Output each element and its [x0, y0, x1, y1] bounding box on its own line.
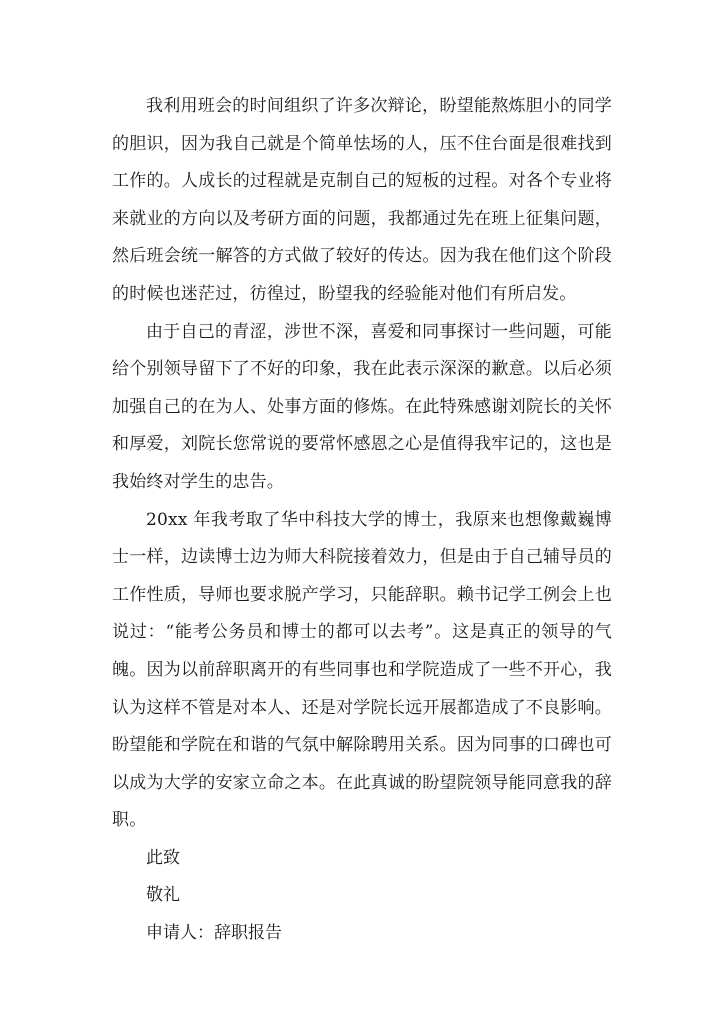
- paragraph-1: 我利用班会的时间组织了许多次辩论，盼望能熬炼胆小的同学的胆识，因为我自己就是个简单怯场的人，压不住台面是很难找到工作的。人成长的过程就是克制自己的短板的过程。对各个专业将来就业的方向以及考研方面的问题，我都通过先在班上征集问题，然后班会统一解答的方式做了较好的传达。因为我在他们这个阶段的时候也迷茫过，彷徨过，盼望我的经验能对他们有所启发。: [112, 96, 612, 304]
- signature-line: 申请人：辞职报告: [146, 923, 282, 944]
- paragraph-3: 20xx 年我考取了华中科技大学的博士，我原来也想像戴巍博士一样，边读博士边为师大科院接着效力，但是由于自己辅导员的工作性质，导师也要求脱产学习，只能辞职。赖书记学工例会上也说过：“能考公务员和博士的都可以去考”。这是真正的领导的气魄。因为以前辞职离开的有些同事也和学院造成了一些不开心，我认为这样不管是对本人、还是对学院长远开展都造成了不良影响。盼望能和学院在和谐的气氛中解除聘用关系。因为同事的口碑也可以成为大学的安家立命之本。在此真诚的盼望院领导能同意我的辞职。: [112, 509, 612, 831]
- salutation-line: 敬礼: [146, 885, 180, 906]
- closing-line: 此致: [146, 847, 180, 868]
- letter-body: [112, 88, 612, 953]
- paragraph-2: 由于自己的青涩，涉世不深，喜爱和同事探讨一些问题，可能给个别领导留下了不好的印象，我在此表示深深的歉意。以后必须加强自己的在为人、处事方面的修炼。在此特殊感谢刘院长的关怀和厚爱，刘院长您常说的要常怀感恩之心是值得我牢记的，这也是我始终对学生的忠告。: [112, 321, 612, 492]
